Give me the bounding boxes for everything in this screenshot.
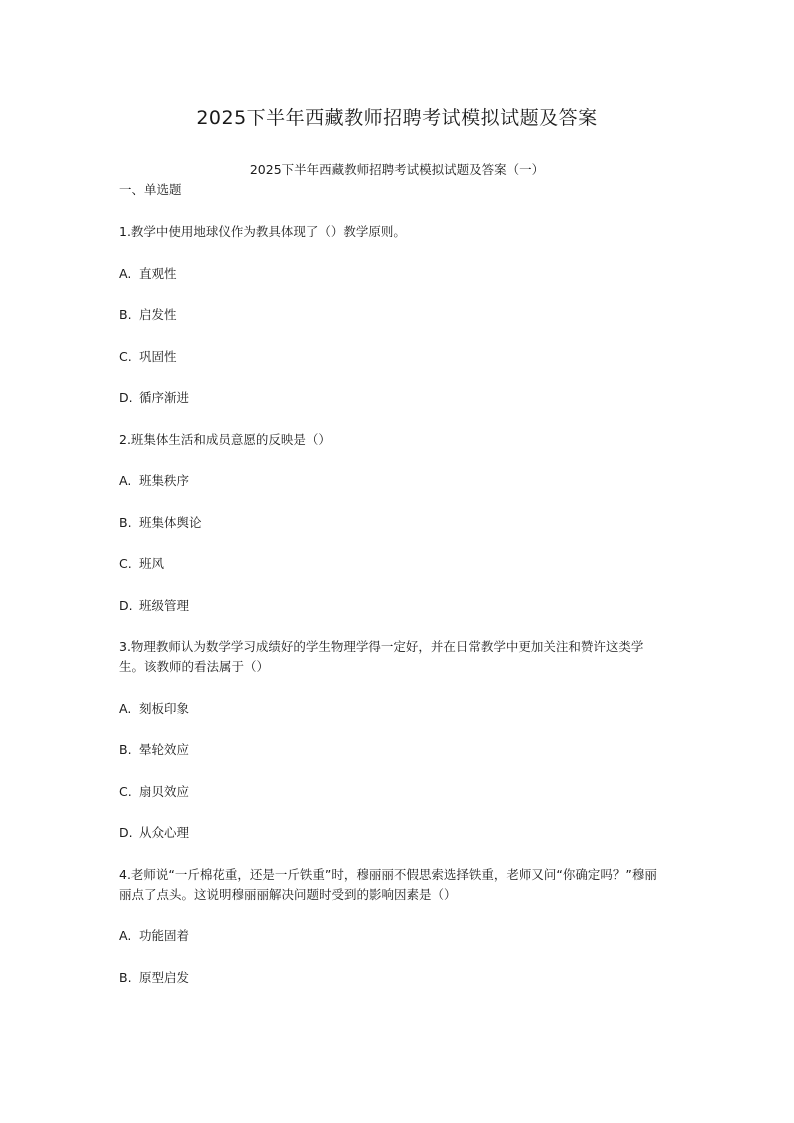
option-letter: D. — [119, 390, 133, 405]
question-text: 3.物理教师认为数学学习成绩好的学生物理学得一定好，并在日常教学中更加关注和赞许这类学生。该教师的看法属于（） — [119, 639, 644, 674]
question-block — [119, 865, 667, 988]
question-block — [119, 430, 667, 638]
section-heading: 一、单选题 — [119, 182, 182, 197]
option-text: 原型启发 — [139, 969, 190, 985]
option-letter: B. — [119, 514, 132, 530]
option-letter: C. — [119, 783, 132, 799]
question-text: 4.老师说“一斤棉花重，还是一斤铁重”时，穆丽丽不假思索选择铁重，老师又问“你确定吗？”穆丽丽点了点头。这说明穆丽丽解决问题时受到的影响因素是（） — [119, 866, 657, 902]
option-text: 刻板印象 — [139, 700, 190, 716]
option-d — [119, 823, 667, 843]
question-block — [119, 222, 667, 430]
option-letter: A. — [119, 473, 132, 488]
question-block — [119, 637, 667, 865]
option-letter: A. — [119, 928, 132, 943]
option-d — [119, 388, 667, 408]
option-text: 班集秩序 — [139, 473, 190, 488]
document-subtitle: 2025下半年西藏教师招聘考试模拟试题及答案（一） — [249, 162, 545, 177]
option-text: 晕轮效应 — [139, 742, 190, 757]
option-letter: A. — [119, 265, 132, 281]
option-letter: B. — [119, 742, 132, 757]
option-b — [119, 513, 667, 533]
option-b — [119, 968, 667, 988]
option-text: 功能固着 — [139, 928, 190, 943]
option-text: 班级管理 — [139, 597, 190, 613]
option-text: 循序渐进 — [139, 390, 190, 405]
option-text: 从众心理 — [139, 825, 190, 840]
option-b — [119, 305, 667, 325]
option-c — [119, 554, 667, 574]
option-letter: D. — [119, 597, 133, 613]
option-b — [119, 740, 667, 760]
option-letter: C. — [119, 348, 132, 364]
option-a — [119, 699, 667, 719]
option-text: 启发性 — [139, 307, 177, 322]
option-letter: A. — [119, 700, 132, 716]
option-text: 扇贝效应 — [139, 783, 190, 799]
option-text: 巩固性 — [139, 348, 177, 364]
option-letter: C. — [119, 556, 132, 571]
document-title: 2025下半年西藏教师招聘考试模拟试题及答案 — [196, 107, 598, 129]
option-text: 直观性 — [139, 265, 177, 281]
option-c — [119, 782, 667, 802]
option-a — [119, 471, 667, 491]
option-letter: D. — [119, 825, 133, 840]
option-a — [119, 926, 667, 946]
option-text: 班风 — [139, 556, 165, 571]
option-d — [119, 596, 667, 616]
question-text: 1.教学中使用地球仪作为教具体现了（）教学原则。 — [119, 224, 406, 239]
question-list — [119, 222, 667, 988]
option-text: 班集体舆论 — [139, 514, 202, 530]
option-letter: B. — [119, 969, 132, 985]
question-text: 2.班集体生活和成员意愿的反映是（） — [119, 431, 331, 447]
option-a — [119, 264, 667, 284]
option-c — [119, 347, 667, 367]
option-letter: B. — [119, 307, 132, 322]
